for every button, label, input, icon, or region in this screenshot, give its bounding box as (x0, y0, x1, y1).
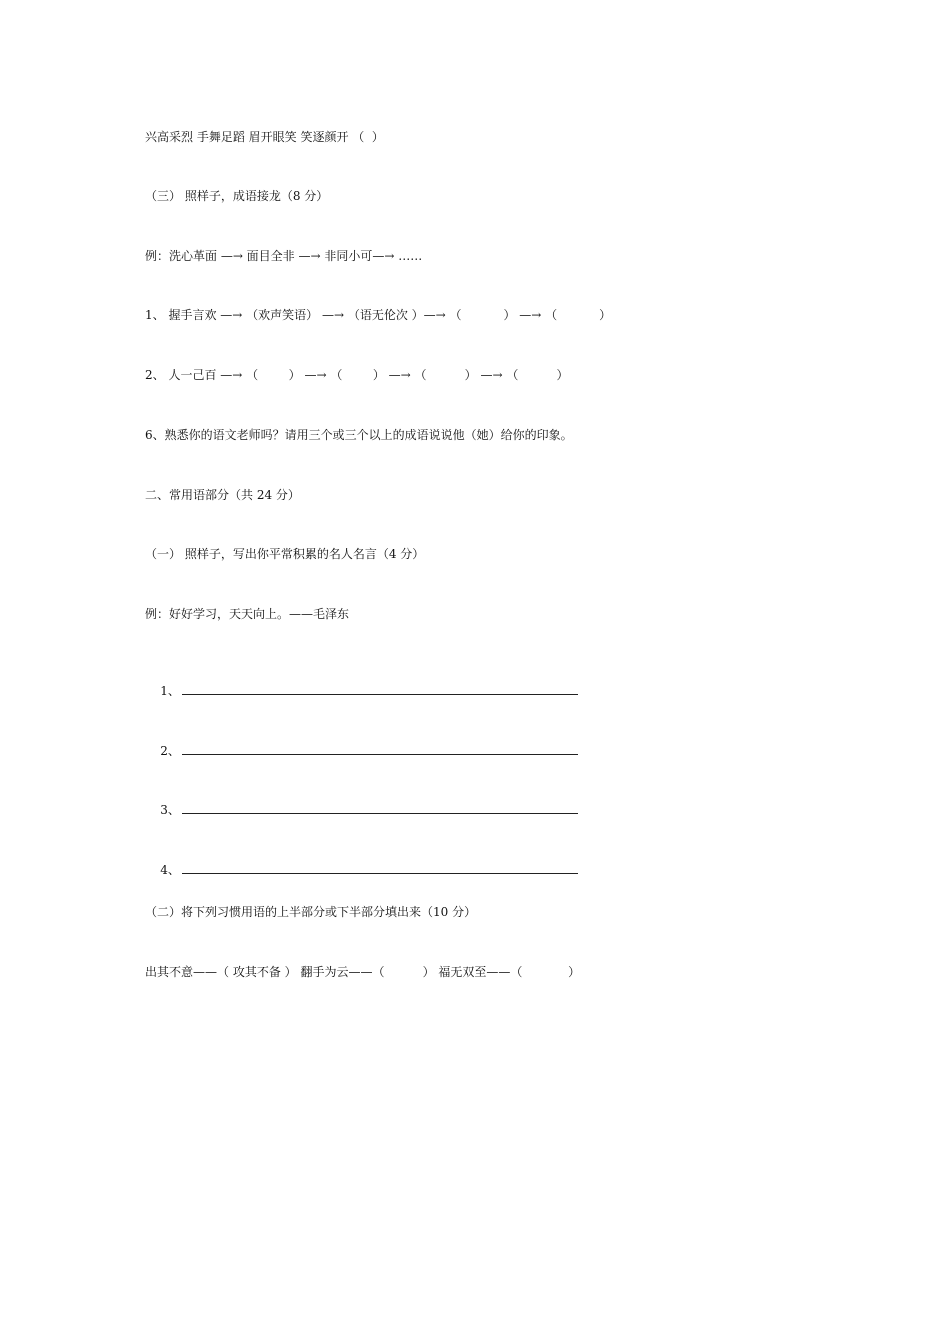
section-3-heading: （三） 照样子，成语接龙（8 分） (145, 189, 329, 203)
quote-answer-number: 1、 (160, 684, 180, 698)
answer-blank[interactable] (182, 682, 578, 695)
quote-example: 例：好好学习，天天向上。——毛泽东 (145, 607, 350, 621)
answer-blank[interactable] (182, 801, 578, 814)
subsection-2-heading: （二）将下列习惯用语的上半部分或下半部分填出来（10 分） (145, 905, 477, 919)
subsection-1-heading: （一） 照样子，写出你平常积累的名人名言（4 分） (145, 547, 425, 561)
quote-answer-number: 4、 (160, 863, 180, 877)
quote-answer-line-1 (145, 666, 578, 715)
quote-answer-line-4 (145, 845, 578, 894)
idiom-chain-example: 例：洗心革面 —→ 面目全非 —→ 非同小可—→ …… (145, 249, 423, 263)
part-2-heading: 二、常用语部分（共 24 分） (145, 488, 300, 502)
quote-answer-line-3 (145, 785, 578, 834)
answer-blank[interactable] (182, 742, 578, 755)
answer-blank[interactable] (182, 861, 578, 874)
question-6: 6、熟悉你的语文老师吗？请用三个或三个以上的成语说说他（她）给你的印象。 (145, 428, 573, 442)
idiom-group-question: 兴高采烈 手舞足蹈 眉开眼笑 笑逐颜开 （ ） (145, 130, 384, 144)
quote-answer-number: 2、 (160, 744, 180, 758)
quote-answer-number: 3、 (160, 803, 180, 817)
idiom-chain-question-1: 1、 握手言欢 —→ （欢声笑语） —→ （语无伦次 ）—→ （ ） —→ （ ） (145, 308, 612, 322)
idiom-chain-question-2: 2、 人一己百 —→ （ ） —→ （ ） —→ （ ） —→ （ ） (145, 368, 569, 382)
idiom-completion-question: 出其不意——（ 攻其不备 ） 翻手为云——（ ） 福无双至——（ ） (145, 965, 581, 979)
quote-answer-line-2 (145, 726, 578, 775)
